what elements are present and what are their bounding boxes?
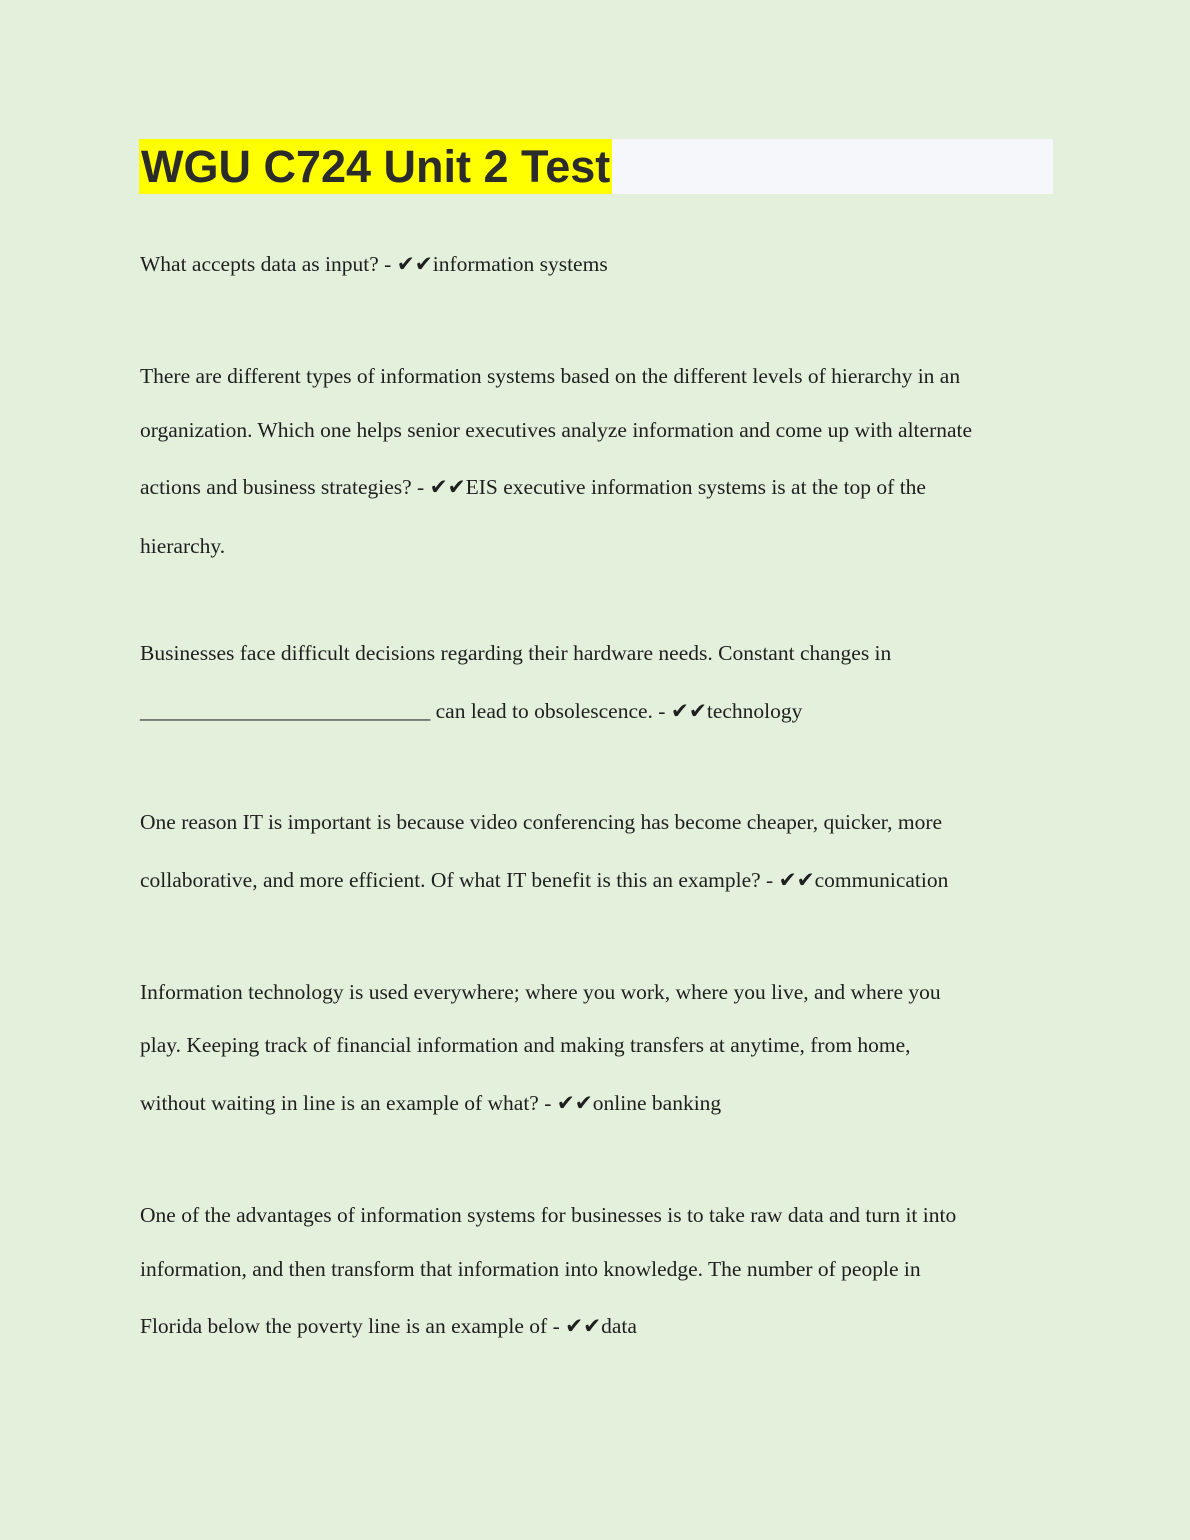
document-title: WGU C724 Unit 2 Test	[141, 141, 611, 192]
q5-line-3: without waiting in line is an example of what? - ✔✔online banking	[140, 1091, 722, 1115]
title-bar	[139, 139, 1053, 194]
q1-line-1: What accepts data as input? - ✔✔information systems	[140, 252, 608, 276]
q6-line-2: information, and then transform that information into knowledge. The number of people in	[140, 1257, 921, 1281]
q3-line-1: Businesses face difficult decisions regarding their hardware needs. Constant changes in	[140, 641, 892, 665]
q5-line-1: Information technology is used everywhere; where you work, where you live, and where you	[140, 980, 941, 1004]
q2-line-2: organization. Which one helps senior executives analyze information and come up with alternate	[140, 418, 973, 442]
q6-line-3: Florida below the poverty line is an example of - ✔✔data	[140, 1314, 637, 1338]
q2-line-1: There are different types of information systems based on the different levels of hierarchy in an	[140, 364, 961, 388]
q3-line-2: ___________________________ can lead to obsolescence. - ✔✔technology	[140, 699, 803, 723]
q6-line-1: One of the advantages of information systems for businesses is to take raw data and turn it into	[140, 1203, 957, 1227]
q4-line-2: collaborative, and more efficient. Of what IT benefit is this an example? - ✔✔communication	[140, 868, 949, 892]
q5-line-2: play. Keeping track of financial information and making transfers at anytime, from home,	[140, 1033, 911, 1057]
q2-line-3: actions and business strategies? - ✔✔EIS executive information systems is at the top of the	[140, 475, 926, 499]
q2-line-4: hierarchy.	[140, 534, 226, 558]
q4-line-1: One reason IT is important is because video conferencing has become cheaper, quicker, more	[140, 810, 943, 834]
